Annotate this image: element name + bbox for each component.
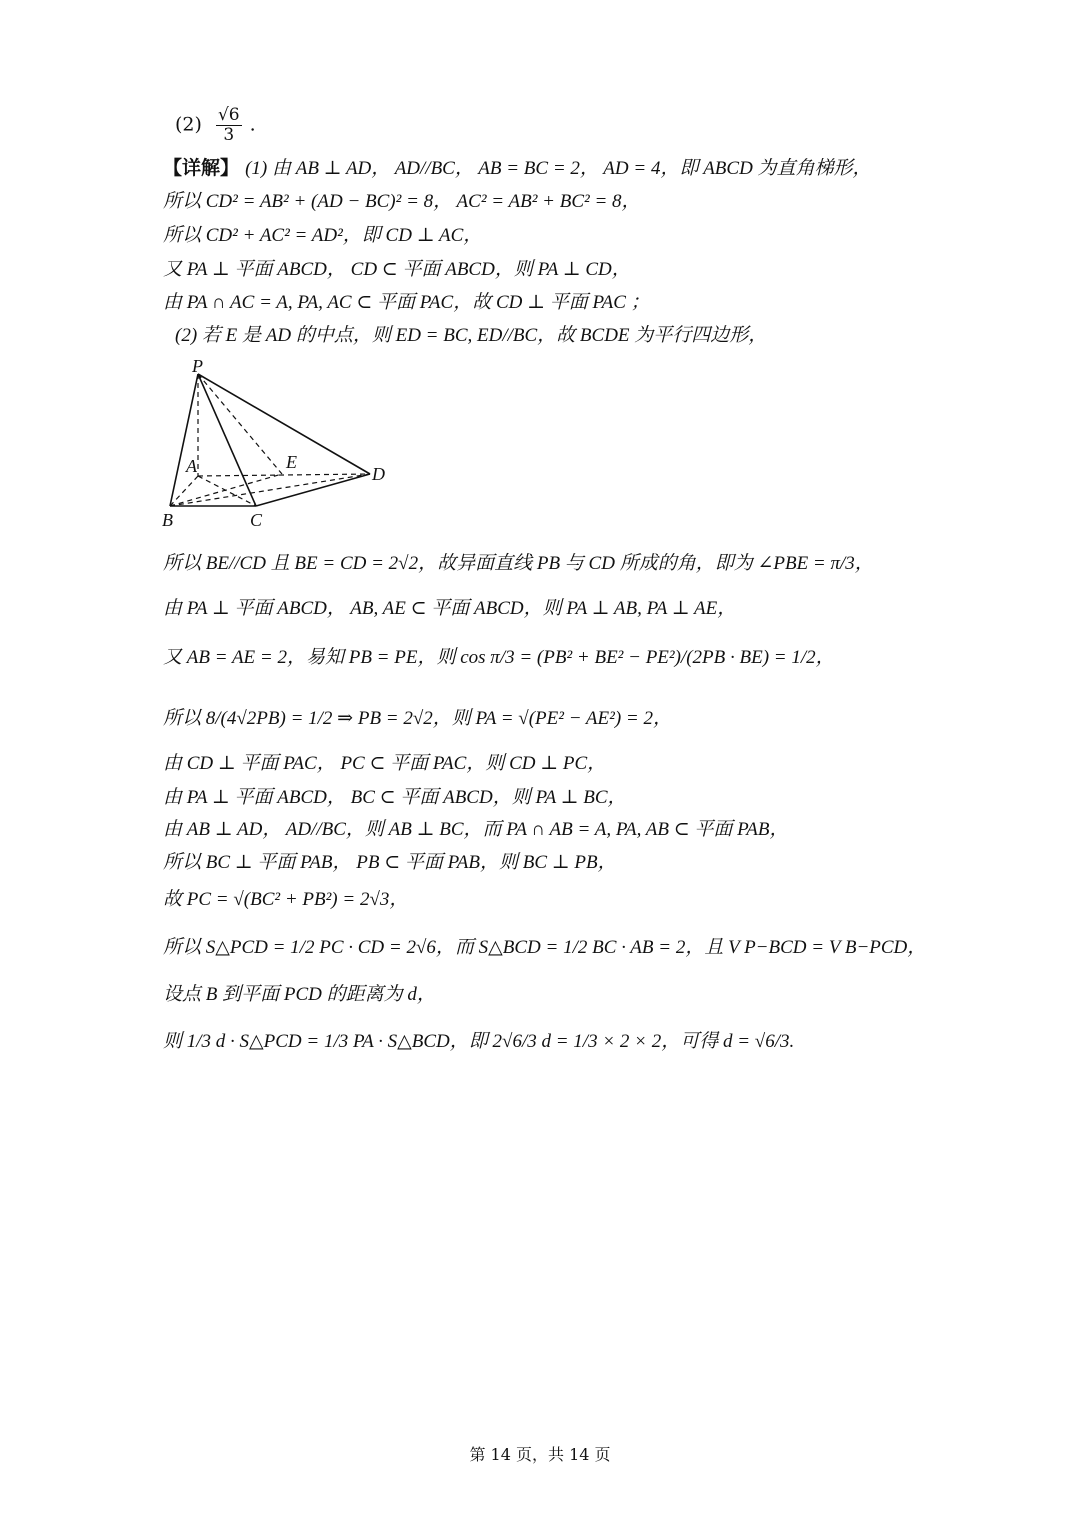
answer-numerator: √6	[217, 105, 240, 125]
solution-line-1	[163, 156, 872, 181]
answer-fraction	[216, 106, 242, 145]
solution-line-3: 所以 CD² + AC² = AD²，即 CD ⊥ AC，	[163, 225, 483, 246]
solution-line-7: 所以 BE//CD 且 BE = CD = 2√2，故异面直线 PB 与 CD 所成的角，即为 ∠PBE = π/3，	[163, 553, 874, 574]
solution-line-16: 所以 S△PCD = 1/2 PC · CD = 2√6，而 S△BCD = 1/2 BC · AB = 2，且 V P−BCD = V B−PCD，	[163, 937, 927, 958]
solution-line-18: 则 1/3 d · S△PCD = 1/3 PA · S△BCD，即 2√6/3 d = 1/3 × 2 × 2，可得 d = √6/3.	[163, 1031, 795, 1052]
label-D: D	[372, 464, 385, 484]
solution-line-10: 所以 8/(4√2PB) = 1/2 ⇒ PB = 2√2，则 PA = √(PE² − AE²) = 2，	[163, 708, 672, 729]
solution-line-9: 又 AB = AE = 2，易知 PB = PE，则 cos π/3 = (PB² + BE² − PE²)/(2PB · BE) = 1/2，	[163, 647, 835, 668]
answer-denominator: 3	[223, 125, 235, 145]
edge-CD	[256, 474, 370, 506]
label-B: B	[162, 510, 173, 530]
answer-line	[175, 106, 256, 145]
solution-line-6: (2) 若 E 是 AD 的中点，则 ED = BC, ED//BC，故 BCDE 为平行四边形，	[175, 325, 768, 346]
pyramid-figure	[158, 356, 398, 536]
solution-line-8: 由 PA ⊥ 平面 ABCD， AB, AE ⊂ 平面 ABCD，则 PA ⊥ AB, PA ⊥ AE，	[163, 598, 737, 619]
solution-line-15: 故 PC = √(BC² + PB²) = 2√3，	[163, 889, 409, 910]
label-P: P	[192, 356, 203, 376]
edge-PE	[198, 374, 282, 474]
edge-AB	[170, 476, 198, 506]
label-E: E	[286, 452, 297, 472]
edge-AC	[198, 476, 256, 506]
answer-label: (2)	[175, 113, 202, 136]
solution-line-5: 由 PA ∩ AC = A, PA, AC ⊂ 平面 PAC，故 CD ⊥ 平面 PAC ；	[163, 292, 650, 313]
edge-PC	[198, 374, 256, 506]
solution-line-11: 由 CD ⊥ 平面 PAC， PC ⊂ 平面 PAC，则 CD ⊥ PC，	[163, 753, 607, 774]
solution-text: (1) 由 AB ⊥ AD， AD//BC， AB = BC = 2， AD = 4，即 ABCD 为直角梯形，	[245, 158, 872, 179]
edge-BE	[170, 474, 282, 506]
solution-line-17: 设点 B 到平面 PCD 的距离为 d，	[163, 984, 436, 1005]
solution-line-12: 由 PA ⊥ 平面 ABCD， BC ⊂ 平面 ABCD，则 PA ⊥ BC，	[163, 787, 627, 808]
label-C: C	[250, 510, 263, 530]
solution-line-14: 所以 BC ⊥ 平面 PAB， PB ⊂ 平面 PAB，则 BC ⊥ PB，	[163, 852, 617, 873]
edge-PD	[198, 374, 370, 474]
edge-AD	[198, 474, 370, 476]
solution-line-13: 由 AB ⊥ AD， AD//BC，则 AB ⊥ BC，而 PA ∩ AB = A, PA, AB ⊂ 平面 PAB，	[163, 819, 789, 840]
solution-line-2: 所以 CD² = AB² + (AD − BC)² = 8， AC² = AB² + BC² = 8，	[163, 191, 641, 212]
label-A: A	[186, 456, 197, 476]
edge-BD	[170, 474, 370, 506]
solution-heading: 【详解】	[163, 157, 240, 179]
answer-tail: .	[249, 113, 256, 136]
page-footer: 第 14 页，共 14 页	[469, 1445, 611, 1464]
edge-PB	[170, 374, 198, 506]
solution-line-4: 又 PA ⊥ 平面 ABCD， CD ⊂ 平面 ABCD，则 PA ⊥ CD，	[163, 259, 631, 280]
